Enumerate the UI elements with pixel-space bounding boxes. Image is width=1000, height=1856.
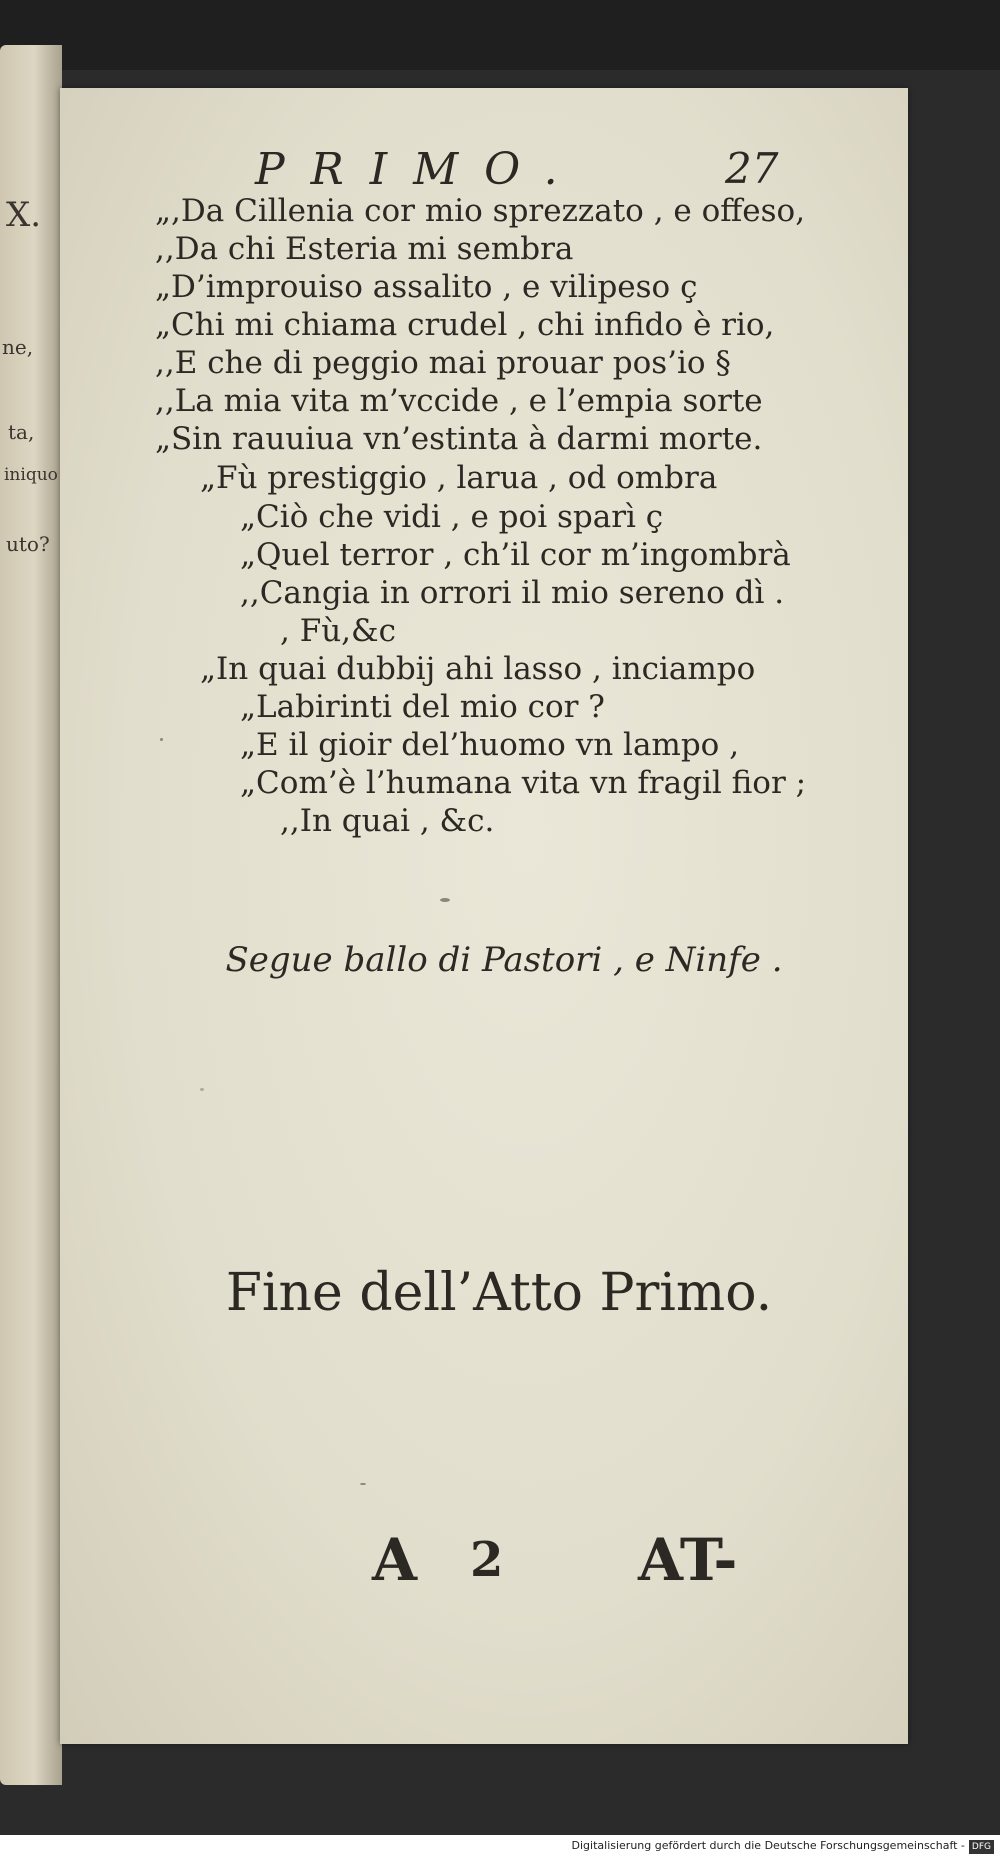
verse-line: ,,La mia vita m’vccide , e l’empia sorte [155, 383, 763, 419]
verse-line: „D’improuiso assalito , e vilipeso ç [155, 269, 698, 305]
stage-direction: Segue ballo di Pastori , e Ninfe . [225, 940, 783, 980]
running-head: PRIMO. [255, 144, 584, 195]
verse-line: „Ciò che vidi , e poi sparì ç [240, 499, 664, 535]
dfg-logo: DFG [969, 1840, 994, 1854]
verse-line: „Chi mi chiama crudel , chi infido è rio, [155, 307, 775, 343]
verse-line: „Labirinti del mio cor ? [240, 689, 605, 725]
verse-line: ,,Cangia in orrori il mio sereno dì . [240, 575, 785, 611]
verse-line: „Fù prestiggio , larua , od ombra [200, 460, 718, 496]
spine-fragment: X. [6, 195, 42, 235]
book-page [60, 88, 908, 1744]
spine-fragment: ta, [8, 420, 35, 444]
verse-line: „Quel terror , ch’il cor m’ingombrà [240, 537, 791, 573]
verse-line: ,,Da chi Esteria mi sembra [155, 231, 574, 267]
catchword: AT- [638, 1526, 738, 1594]
ink-speck [200, 1088, 204, 1091]
scan-background-top [0, 0, 1000, 70]
verse-line: „E il gioir del’huomo vn lampo , [240, 727, 740, 763]
act-end-heading: Fine dell’Atto Primo. [225, 1263, 773, 1323]
verse-line: „Com’è l’humana vita vn fragil fior ; [240, 765, 807, 801]
digitization-credit [0, 1835, 1000, 1856]
ink-speck [440, 898, 450, 902]
verse-line: „,Da Cillenia cor mio sprezzato , e offeso, [155, 193, 806, 229]
verse-line: „Sin rauuiua vn’estinta à darmi morte. [155, 421, 763, 457]
ink-speck [360, 1483, 366, 1485]
spine-fragment: uto? [6, 532, 50, 556]
spine-fragment: iniquo [4, 465, 58, 485]
verse-line: ,,E che di peggio mai prouar pos’io § [155, 345, 731, 381]
page-header [60, 144, 908, 194]
verse-line: „In quai dubbij ahi lasso , inciampo [200, 651, 756, 687]
credit-text: Digitalisierung gefördert durch die Deutsche Forschungsgemeinschaft - [571, 1839, 965, 1852]
verse-line: ,,In quai , &c. [280, 803, 495, 839]
page-number: 27 [725, 144, 779, 193]
signature-line [60, 1526, 908, 1606]
ink-speck [160, 738, 163, 741]
spine-fragment: ne, [2, 335, 34, 359]
signature-number: 2 [470, 1532, 504, 1588]
adjacent-page-edge [0, 45, 62, 1785]
signature-letter: A [372, 1526, 418, 1594]
verse-line: , Fù,&c [280, 613, 396, 649]
